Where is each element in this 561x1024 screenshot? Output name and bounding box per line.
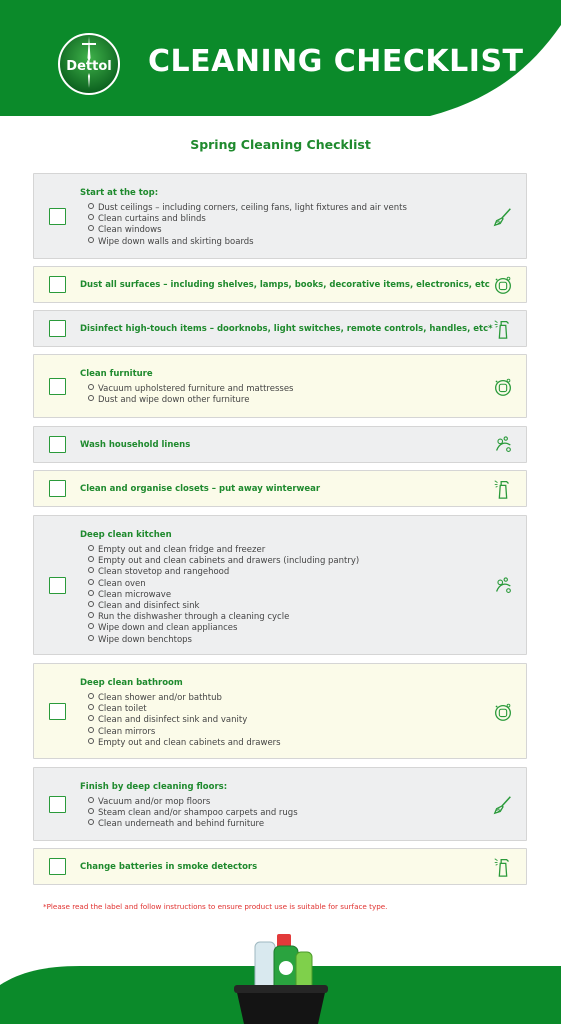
item-subitems bbox=[88, 693, 281, 749]
item-subitems bbox=[88, 545, 359, 646]
list-item: Clean stovetop and rangehood bbox=[88, 567, 359, 578]
bubbles-icon bbox=[492, 575, 514, 597]
list-item: Vacuum and/or mop floors bbox=[88, 797, 298, 808]
bubbles-icon bbox=[492, 434, 514, 456]
item-title: Wash household linens bbox=[80, 440, 191, 450]
footer-banner bbox=[0, 930, 561, 1024]
item-title: Finish by deep cleaning floors: bbox=[80, 782, 228, 792]
list-item: Clean oven bbox=[88, 579, 359, 590]
spray-bottle-icon bbox=[492, 856, 514, 878]
checkbox[interactable] bbox=[49, 436, 66, 453]
checklist-item-clean-furniture bbox=[33, 354, 527, 418]
list-item: Clean shower and/or bathtub bbox=[88, 693, 281, 704]
sponge-icon bbox=[492, 701, 514, 723]
checkbox[interactable] bbox=[49, 796, 66, 813]
item-title: Dust all surfaces – including shelves, lamps, books, decorative items, electronics, etc bbox=[80, 280, 490, 290]
header-banner bbox=[0, 0, 561, 116]
item-title: Change batteries in smoke detectors bbox=[80, 862, 258, 872]
list-item: Vacuum upholstered furniture and mattresses bbox=[88, 384, 293, 395]
checklist-item-smoke-detectors bbox=[33, 848, 527, 885]
list-item: Clean windows bbox=[88, 225, 407, 236]
checkbox[interactable] bbox=[49, 858, 66, 875]
list-item: Clean mirrors bbox=[88, 727, 281, 738]
item-title: Start at the top: bbox=[80, 188, 159, 198]
list-item: Run the dishwasher through a cleaning cycle bbox=[88, 612, 359, 623]
svg-text:Dettol: Dettol bbox=[66, 59, 112, 74]
item-subitems bbox=[88, 797, 298, 831]
list-item: Clean and disinfect sink bbox=[88, 601, 359, 612]
dettol-logo bbox=[57, 32, 121, 96]
list-item: Clean microwave bbox=[88, 590, 359, 601]
checkbox[interactable] bbox=[49, 276, 66, 293]
spray-bottle-icon bbox=[492, 318, 514, 340]
checklist-subtitle: Spring Cleaning Checklist bbox=[190, 137, 371, 152]
item-title: Disinfect high-touch items – doorknobs, light switches, remote controls, handles, etc* bbox=[80, 324, 493, 334]
sponge-icon bbox=[492, 274, 514, 296]
checkbox[interactable] bbox=[49, 208, 66, 225]
list-item: Clean and disinfect sink and vanity bbox=[88, 715, 281, 726]
item-title: Deep clean bathroom bbox=[80, 678, 183, 688]
item-title: Clean and organise closets – put away winterwear bbox=[80, 484, 321, 494]
list-item: Clean toilet bbox=[88, 704, 281, 715]
list-item: Clean curtains and blinds bbox=[88, 214, 407, 225]
list-item: Steam clean and/or shampoo carpets and rugs bbox=[88, 808, 298, 819]
checklist-item-deep-clean-kitchen bbox=[33, 515, 527, 655]
list-item: Wipe down and clean appliances bbox=[88, 623, 359, 634]
checklist-item-organise-closets bbox=[33, 470, 527, 507]
page-title: CLEANING CHECKLIST bbox=[148, 44, 524, 79]
disclaimer-note: *Please read the label and follow instructions to ensure product use is suitable for surface type. bbox=[43, 902, 388, 911]
spray-bottle-icon bbox=[492, 478, 514, 500]
checkbox[interactable] bbox=[49, 378, 66, 395]
cleaning-products-illustration bbox=[0, 930, 561, 1024]
checklist-item-disinfect-high-touch bbox=[33, 310, 527, 347]
checkbox[interactable] bbox=[49, 703, 66, 720]
list-item: Empty out and clean cabinets and drawers bbox=[88, 738, 281, 749]
list-item: Empty out and clean fridge and freezer bbox=[88, 545, 359, 556]
checklist-item-wash-linens bbox=[33, 426, 527, 463]
checkbox[interactable] bbox=[49, 320, 66, 337]
list-item: Dust and wipe down other furniture bbox=[88, 395, 293, 406]
checkbox[interactable] bbox=[49, 480, 66, 497]
list-item: Wipe down walls and skirting boards bbox=[88, 237, 407, 248]
sponge-icon bbox=[492, 376, 514, 398]
checklist-item-start-at-top bbox=[33, 173, 527, 259]
list-item: Clean underneath and behind furniture bbox=[88, 819, 298, 830]
list-item: Dust ceilings – including corners, ceiling fans, light fixtures and air vents bbox=[88, 203, 407, 214]
item-subitems bbox=[88, 384, 293, 406]
checklist-item-dust-surfaces bbox=[33, 266, 527, 303]
broom-icon bbox=[492, 794, 514, 816]
broom-icon bbox=[492, 206, 514, 228]
list-item: Empty out and clean cabinets and drawers (including pantry) bbox=[88, 556, 359, 567]
item-subitems bbox=[88, 203, 407, 248]
list-item: Wipe down benchtops bbox=[88, 635, 359, 646]
item-title: Clean furniture bbox=[80, 369, 153, 379]
checklist-item-deep-clean-floors bbox=[33, 767, 527, 841]
checklist-item-deep-clean-bathroom bbox=[33, 663, 527, 759]
item-title: Deep clean kitchen bbox=[80, 530, 172, 540]
checkbox[interactable] bbox=[49, 577, 66, 594]
